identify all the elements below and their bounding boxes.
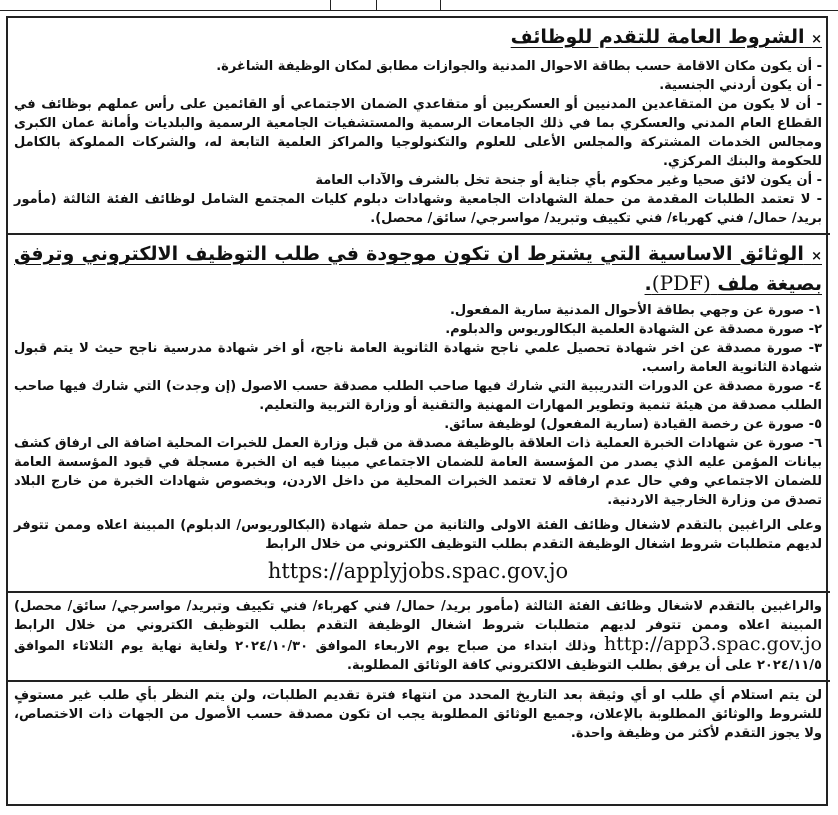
table-cell-border xyxy=(376,0,377,10)
section2-marker: × xyxy=(811,249,822,264)
section1-marker: × xyxy=(811,32,822,47)
section2-item: ٢- صورة مصدقة عن الشهادة العلمية البكالوريوس والدبلوم. xyxy=(445,322,822,337)
previous-table-remnant xyxy=(0,0,838,11)
section2-heading xyxy=(14,241,822,297)
section1-heading xyxy=(14,24,822,53)
section1-item: - أن يكون مكان الاقامة حسب بطاقة الاحوال المدنية والجوازات مطابق لمكان الوظيفة الشاغرة. xyxy=(216,59,822,74)
section1-item: - أن يكون أردني الجنسية. xyxy=(659,78,822,93)
section-divider xyxy=(6,680,830,682)
section2-item: ٥- صورة عن رخصة القيادة (سارية المفعول) لوظيفة سائق. xyxy=(444,417,822,432)
section1-item: - لا تعتمد الطلبات المقدمة من حملة الشهادات الجامعية وشهادات دبلوم كليات المجتمع الشامل لوظائف الفئة الثالثة (مأمور بريد/ حمال/ فني كهرباء/ فني تكييف وتبريد/ مواسرجي/ سائق/ محصل). xyxy=(14,192,822,226)
section2-item: ٣- صورة مصدقة عن اخر شهادة تحصيل علمي ناجح شهادة الثانوية العامة ناجح، أو اخر شهادة مدرسية ناجح حيث لا يتم قبول شهادة الثانوية العامة راسب. xyxy=(14,341,822,375)
section2-item: ٦- صورة عن شهادات الخبرة العملية ذات العلاقة بالوظيفة مصدقة من قبل وزارة العمل للخبرات المحلية اضافة الى ارفاق كشف بيانات المؤمن عليه الذي يصدر من المؤسسة العامة للضمان الاجتماعي مبينا فيه ان الخبرة مسجلة في قيود المؤسسة العامة للضمان الاجتماعي وفي حال عدم ارفاقه لا تعتمد الخبرات المحلية من داخل الاردن، وبخصوص شهادات الخبرة من خارج البلاد تصدق من وزارة الخارجية الاردنية. xyxy=(14,436,822,508)
applicants2-text xyxy=(14,597,822,675)
section2-item: ٤- صورة مصدقة عن الدورات التدريبية التي شارك فيها صاحب الطلب مصدقة حسب الاصول (إن وجدت) التي شارك فيها صاحب الطلب مصدقة من هيئة تنمية وتطوير المهارات المهنية والتقنية أو وزارة التربية والتعليم. xyxy=(14,379,822,413)
app3-link[interactable]: http://app3.spac.gov.jo xyxy=(603,633,822,655)
applicants2-text-before: والراغبين بالتقدم لاشغال وظائف الفئة الثالثة (مأمور بريد/ حمال/ فني كهرباء/ فني تكييف وتبريد/ مواسرجي/ سائق/ محصل) المبينة اعلاه وممن تتوفر لديهم متطلبات شروط اشغال الوظيفة التقدم بطلب التوظيف الكتروني من خلال الرابط xyxy=(14,599,822,633)
applicants1-text: وعلى الراغبين بالتقدم لاشغال وظائف الفئة الاولى والثانية من حملة شهادة (البكالوريوس/ الدبلوم) المبينة اعلاه وممن تتوفر لديهم متطلبات شروط اشغال الوظيفة التقدم بطلب التوظيف الكتروني من خلال الرابط xyxy=(14,518,822,552)
section1-item: - أن لا يكون من المتقاعدين المدنيين أو العسكريين أو متقاعدي الضمان الاجتماعي أو القائمين على رأس عملهم بوظائف في القطاع العام المدني والعسكري بما في ذلك الجامعات الرسمية والمستشفيات الجامعية الرسمية والبلديات وأمانة عمان الكبرى ومجالس الخدمات المشتركة والمجلس الأعلى للعلوم والتكنولوجيا والمراكز العلمية التابعة له، والشركات المملوكة بالكامل للحكومة والبنك المركزي. xyxy=(14,97,822,169)
table-cell-border xyxy=(440,0,441,10)
section2-title: الوثائق الاساسية التي يشترط ان تكون موجودة في طلب التوظيف الالكتروني وترفق بصيغة ملف xyxy=(14,243,822,295)
section1-item: - أن يكون لائق صحيا وغير محكوم بأي جناية أو جنحة تخل بالشرف والآداب العامة xyxy=(315,173,822,188)
applyjobs-link[interactable]: https://applyjobs.spac.gov.jo xyxy=(267,559,569,583)
announcement-content xyxy=(14,22,822,743)
section1-title: الشروط العامة للتقدم للوظائف xyxy=(510,26,805,48)
section2-title-end: . xyxy=(644,273,652,295)
section2-title-pdf: (PDF) xyxy=(651,271,711,295)
section-divider xyxy=(6,233,830,235)
section-divider xyxy=(6,591,830,593)
section2-item: ١- صورة عن وجهي بطاقة الأحوال المدنية سارية المفعول. xyxy=(449,303,822,318)
table-cell-border xyxy=(330,0,331,10)
closing-notice: لن يتم استلام أي طلب او أي وثيقة بعد التاريخ المحدد من انتهاء فترة تقديم الطلبات، ولن يتم النظر بأي طلب غير مستوفٍ للشروط والوثائق المطلوبة بالإعلان، وجميع الوثائق المطلوبة يجب ان تكون مصدقة حسب الأصول من الجهات ذات الاختصاص، ولا يجوز التقدم لأكثر من وظيفة واحدة. xyxy=(14,688,822,741)
applicants2-text-after: وذلك ابتداء من صباح يوم الاربعاء الموافق ٢٠٢٤/١٠/٣٠ ولغاية نهاية يوم الثلاثاء الموافق ٢٠٢٤/١١/٥ على أن يرفق بطلب التوظيف الالكتروني كافة الوثائق المطلوبة. xyxy=(14,639,822,673)
